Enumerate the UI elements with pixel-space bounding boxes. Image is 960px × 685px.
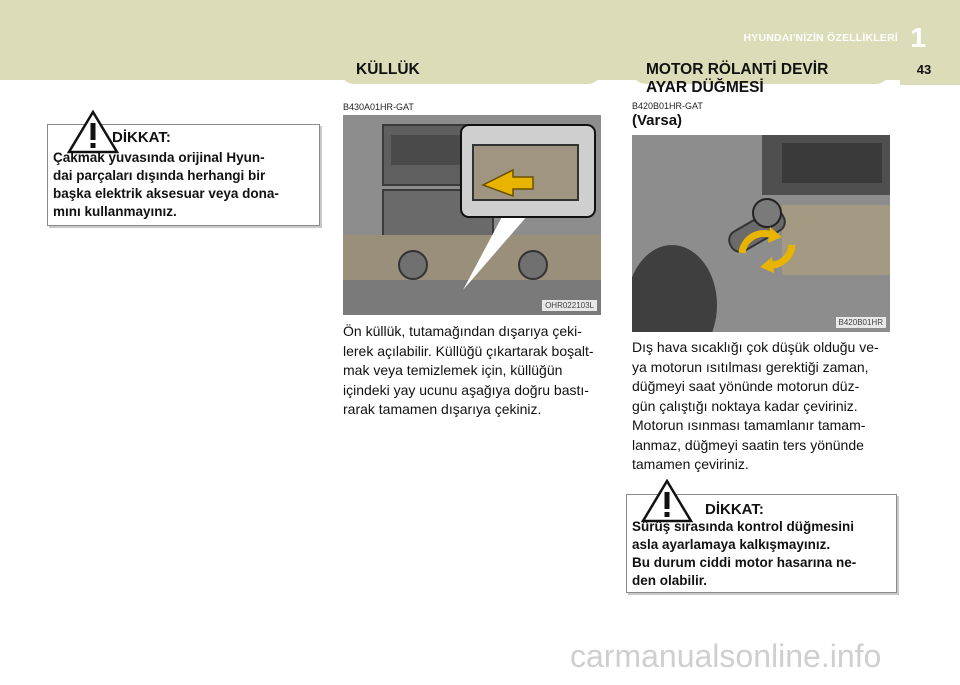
body-line: rarak tamamen dışarıya çekiniz. [343, 401, 542, 417]
body-line: gün çalıştığı noktaya kadar çeviriniz. [632, 397, 858, 414]
idle-code: B420B01HR-GAT [632, 101, 703, 111]
idle-body-text [632, 338, 890, 475]
section-title-idle-line1: MOTOR RÖLANTİ DEVİR [646, 61, 829, 78]
warning-line: Sürüş sırasında kontrol düğmesini [632, 519, 855, 534]
body-line: düğmeyi saat yönünde motorun düz- [632, 378, 860, 394]
warning-text [53, 149, 315, 221]
idle-knob-photo [632, 135, 890, 332]
warning-line: asla ayarlamaya kalkışmayınız. [632, 537, 831, 552]
warning-line: Çakmak yuvasında orijinal Hyun- [53, 150, 265, 165]
chapter-number: 1 [910, 22, 926, 53]
body-line: Dış hava sıcaklığı çok düşük olduğu ve- [632, 339, 879, 355]
ashtray-code: B430A01HR-GAT [343, 102, 414, 112]
body-line: ya motorun ısıtılması gerektiği zaman, [632, 358, 869, 375]
warning-box-idle [626, 494, 897, 593]
running-head: HYUNDAI'NİZİN ÖZELLİKLERİ [743, 32, 898, 44]
warning-title: DİKKAT: [705, 501, 764, 518]
body-line: lanmaz, düğmeyi saatin ters yönünde [632, 436, 864, 453]
ashtray-image-code: OHR022103L [542, 300, 597, 311]
warning-line: den olabilir. [632, 573, 708, 588]
ashtray-illustration [343, 115, 601, 315]
ashtray-photo [343, 115, 601, 315]
section-title-idle-line2: AYAR DÜĞMESİ [646, 79, 764, 96]
warning-line: başka elektrik aksesuar veya dona- [53, 186, 279, 201]
body-line: mak veya temizlemek için, küllüğün [343, 362, 563, 378]
body-line: içindeki yay ucunu aşağıya doğru bastı- [343, 381, 589, 398]
warning-text [632, 518, 892, 590]
body-line: tamamen çeviriniz. [632, 456, 749, 472]
body-line: Motorun ısınması tamamlanır tamam- [632, 417, 866, 433]
watermark: carmanualsonline.info [570, 638, 882, 674]
idle-subtitle: (Varsa) [632, 112, 683, 129]
section-title-ashtray: KÜLLÜK [356, 61, 420, 78]
warning-triangle-icon [641, 479, 693, 523]
warning-box-lighter [47, 124, 320, 226]
warning-line: Bu durum ciddi motor hasarına ne- [632, 555, 857, 570]
page-number: 43 [916, 62, 932, 77]
body-line: lerek açılabilir. Küllüğü çıkartarak boşalt- [343, 342, 594, 359]
warning-line: dai parçaları dışında herhangi bir [53, 168, 266, 183]
idle-knob-illustration [632, 135, 890, 332]
body-line: Ön küllük, tutamağından dışarıya çeki- [343, 323, 582, 339]
warning-line: mını kullanmayınız. [53, 204, 177, 219]
warning-title: DİKKAT: [112, 129, 171, 146]
idle-image-code: B420B01HR [836, 317, 886, 328]
ashtray-body-text [343, 322, 601, 420]
